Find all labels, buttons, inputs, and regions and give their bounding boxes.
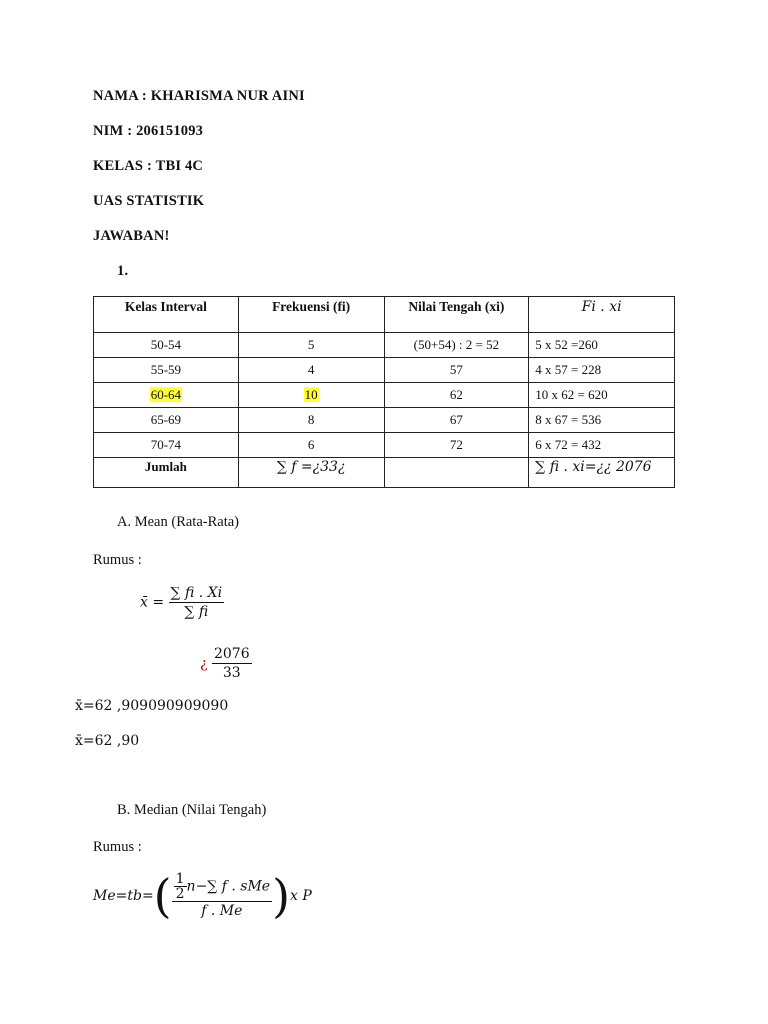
cell-frequency: 6 — [238, 433, 384, 458]
left-paren: ( — [153, 869, 172, 923]
right-paren: ) — [272, 869, 291, 923]
student-nim: NIM : 206151093 — [93, 123, 204, 139]
student-class: KELAS : TBI 4C — [93, 158, 204, 174]
cell-interval — [94, 383, 239, 408]
total-midpoint-cell — [384, 458, 529, 488]
cell-interval: 70-74 — [94, 433, 239, 458]
cell-frequency — [238, 383, 384, 408]
half-denominator: 2 — [175, 886, 185, 902]
highlighted-frequency: 10 — [304, 387, 318, 402]
answer-label: JAWABAN! — [93, 228, 170, 244]
mean-substitution-denominator: 33 — [222, 665, 241, 681]
cell-fixi: 6 x 72 = 432 — [529, 433, 675, 458]
mean-formula-lhs: x̄ = — [140, 594, 165, 611]
cell-interval: 55-59 — [94, 358, 239, 383]
median-outer-numerator — [172, 872, 272, 902]
col-header-fi-xi-text: Fi . xi — [581, 299, 622, 315]
half-fraction — [174, 872, 187, 901]
cell-midpoint: 62 — [384, 383, 529, 408]
median-rumus-label: Rumus : — [93, 839, 142, 855]
median-formula-lhs: Me=tb= — [93, 888, 154, 904]
exam-title: UAS STATISTIK — [93, 193, 205, 209]
mean-heading: A. Mean (Rata-Rata) — [117, 514, 239, 530]
mean-result-full: x̄=62 ,909090909090 — [75, 698, 229, 714]
frequency-table — [93, 296, 675, 488]
total-fixi-cell — [529, 458, 675, 488]
mean-substitution — [200, 645, 252, 682]
table-header-row — [94, 297, 675, 333]
col-header-midpoint: Nilai Tengah (xi) — [384, 297, 529, 333]
table-row — [94, 333, 675, 358]
col-header-class-interval: Kelas Interval — [94, 297, 239, 333]
mean-formula-numerator: ∑ fi . Xi — [170, 585, 223, 601]
cell-midpoint: 57 — [384, 358, 529, 383]
student-name: NAMA : KHARISMA NUR AINI — [93, 88, 305, 104]
mean-formula — [140, 584, 224, 621]
cell-midpoint: 72 — [384, 433, 529, 458]
mean-result-rounded: x̄=62 ,90 — [75, 733, 140, 749]
mean-rumus-label: Rumus : — [93, 552, 142, 568]
cell-fixi: 4 x 57 = 228 — [529, 358, 675, 383]
cell-frequency: 4 — [238, 358, 384, 383]
cell-frequency: 5 — [238, 333, 384, 358]
half-numerator: 1 — [175, 871, 185, 887]
total-frequency-cell — [238, 458, 384, 488]
table-row — [94, 433, 675, 458]
median-outer-fraction — [172, 872, 272, 920]
cell-interval: 65-69 — [94, 408, 239, 433]
table-row — [94, 408, 675, 433]
question-number: 1. — [117, 263, 129, 279]
cell-midpoint: (50+54) : 2 = 52 — [384, 333, 529, 358]
mean-substitution-numerator: 2076 — [213, 646, 250, 662]
median-formula — [93, 869, 312, 923]
cell-fixi: 5 x 52 =260 — [529, 333, 675, 358]
table-total-row — [94, 458, 675, 488]
mean-formula-fraction — [169, 584, 225, 621]
cell-interval: 50-54 — [94, 333, 239, 358]
table-row-median-class — [94, 383, 675, 408]
col-header-fi-xi — [529, 297, 675, 333]
median-formula-suffix: x P — [290, 888, 312, 904]
cell-midpoint: 67 — [384, 408, 529, 433]
cell-fixi: 8 x 67 = 536 — [529, 408, 675, 433]
total-label: Jumlah — [94, 458, 239, 488]
total-fixi: ∑ fi . xi=¿¿ 2076 — [535, 459, 652, 475]
highlighted-interval: 60-64 — [150, 387, 182, 402]
mean-formula-denominator: ∑ fi — [184, 604, 209, 620]
col-header-frequency: Frekuensi (fi) — [238, 297, 384, 333]
median-heading: B. Median (Nilai Tengah) — [117, 802, 267, 818]
table-row — [94, 358, 675, 383]
cell-frequency: 8 — [238, 408, 384, 433]
total-frequency: ∑ f =¿33¿ — [276, 459, 346, 475]
mean-substitution-fraction — [212, 645, 252, 682]
mean-substitution-prefix: ¿ — [200, 655, 208, 672]
cell-fixi: 10 x 62 = 620 — [529, 383, 675, 408]
median-numerator-rest: n−∑ f . sMe — [186, 878, 271, 895]
median-outer-denominator: f . Me — [201, 903, 243, 919]
